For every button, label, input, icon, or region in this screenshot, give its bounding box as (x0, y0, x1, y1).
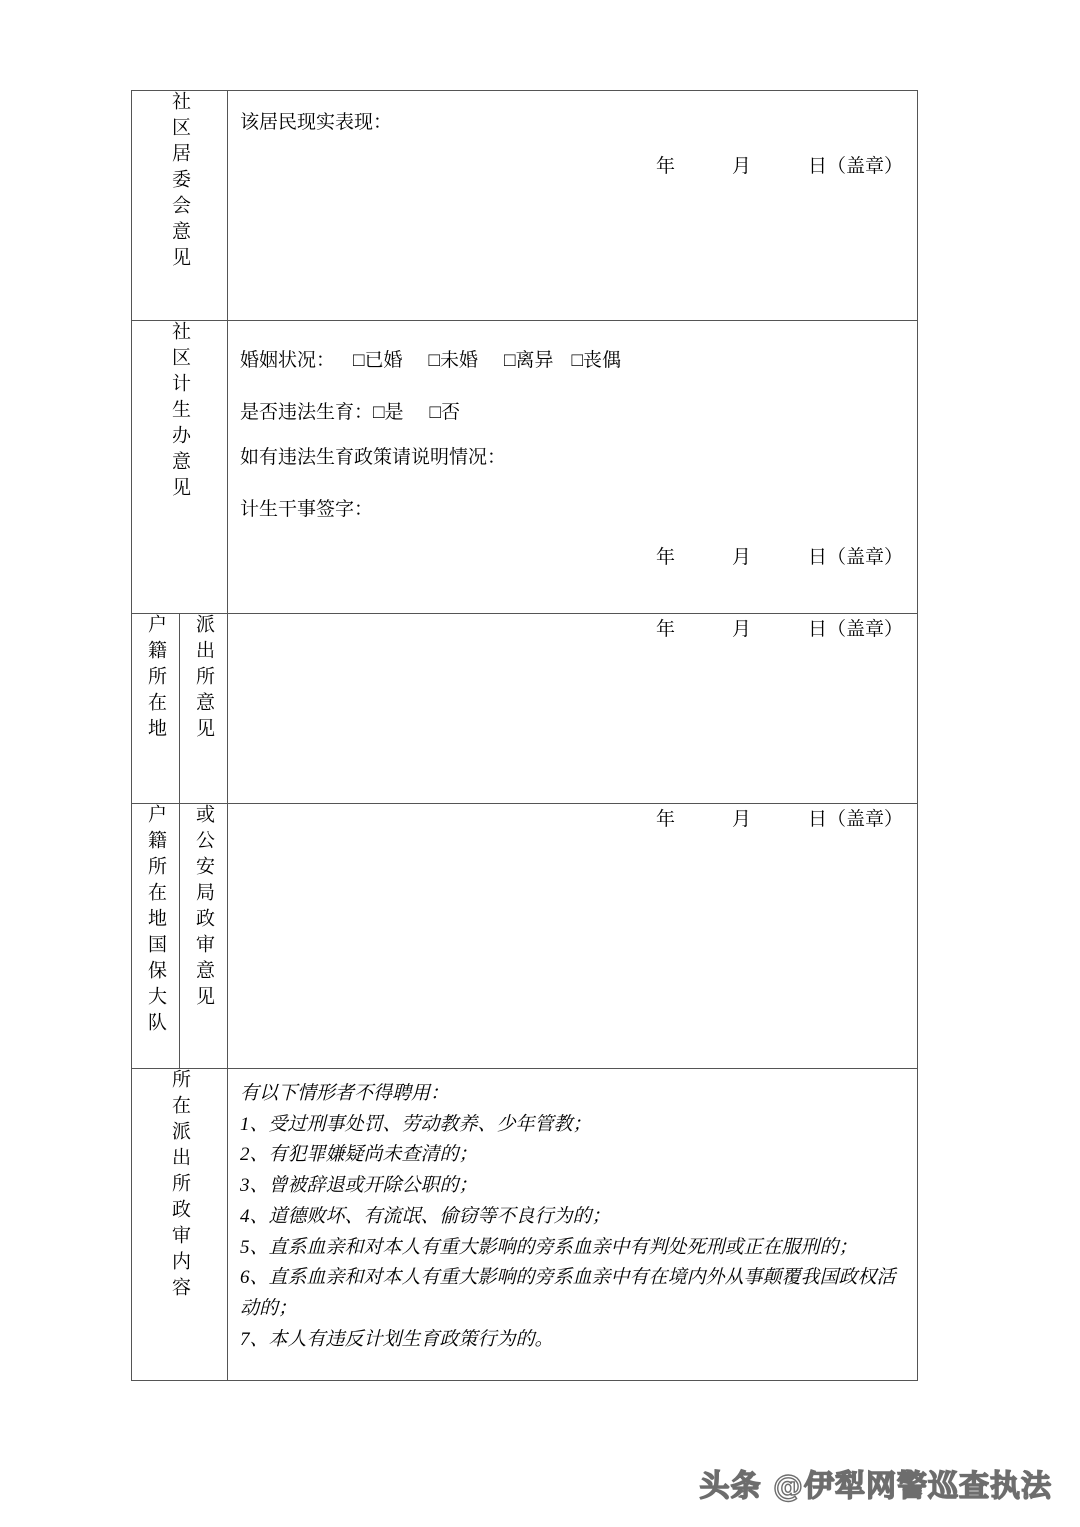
checkbox-icon[interactable]: □ (373, 401, 385, 423)
watermark: 头条 @伊犁网警巡查执法 (699, 1469, 1052, 1504)
marital-option-widowed[interactable] (572, 339, 622, 383)
marital-option-label: 未婚 (440, 350, 479, 371)
review-content-item: 7、本人有违反计划生育政策行为的。 (240, 1328, 554, 1350)
illegal-birth-option-yes[interactable] (373, 391, 404, 435)
illegal-birth-option-label: 是 (384, 401, 404, 423)
family-planning-signature-prompt[interactable]: 计生干事签字： (240, 499, 374, 521)
marital-option-married[interactable] (353, 339, 403, 383)
review-content-item: 6、直系血亲和对本人有重大影响的旁系血亲中有在境内外从事颠覆我国政权活动的； (240, 1267, 896, 1320)
vertical-label-text: 社区计生办意见 (169, 321, 190, 503)
marital-option-single[interactable] (429, 339, 479, 383)
row-label-security-bureau-opinion (180, 803, 228, 1068)
marital-option-divorced[interactable] (504, 339, 554, 383)
marital-option-label: 丧偶 (583, 350, 622, 371)
row-label-police-station-opinion (180, 613, 228, 803)
review-content-heading: 有以下情形者不得聘用： (240, 1082, 450, 1104)
illegal-birth-prompt: 是否违法生育： (240, 401, 374, 423)
date-line-community-committee: 年 月 日（盖章） (655, 156, 903, 178)
marital-option-label: 已婚 (364, 350, 403, 371)
date-line-family-planning: 年 月 日（盖章） (655, 546, 903, 568)
review-content-item: 2、有犯罪嫌疑尚未查清的； (240, 1144, 478, 1166)
review-content-item: 1、受过刑事处罚、劳动教养、少年管教； (240, 1113, 592, 1135)
review-content-item: 3、曾被辞退或开除公职的； (240, 1175, 478, 1197)
row-label-community-committee (132, 91, 228, 321)
table-row-security-brigade-opinion (132, 803, 918, 1068)
vertical-label-text: 社区居委会意见 (169, 91, 190, 273)
marital-status-prompt: 婚姻状况： (240, 350, 336, 371)
marital-status-line (240, 339, 905, 383)
illegal-birth-explain-prompt: 如有违法生育政策请说明情况： (240, 447, 507, 469)
marital-option-label: 离异 (515, 350, 554, 371)
date-line-police-station-opinion: 年 月 日（盖章） (655, 618, 903, 640)
review-content-item: 5、直系血亲和对本人有重大影响的旁系血亲中有判处死刑或正在服刑的； (240, 1236, 858, 1258)
checkbox-icon[interactable]: □ (571, 350, 583, 371)
vertical-label-text: 户籍所在地国保大队 (145, 803, 166, 1038)
row-content-community-committee[interactable] (228, 91, 918, 321)
community-committee-heading: 该居民现实表现： (240, 112, 393, 133)
illegal-birth-line (240, 391, 905, 435)
table-row-community-committee (132, 91, 918, 321)
checkbox-icon[interactable]: □ (429, 401, 441, 423)
checkbox-icon[interactable]: □ (504, 350, 516, 371)
row-content-review-content (228, 1068, 918, 1380)
row-label-household-location (132, 613, 180, 803)
checkbox-icon[interactable]: □ (428, 350, 440, 371)
date-line-security-brigade-opinion: 年 月 日（盖章） (655, 808, 903, 830)
vertical-label-text: 派出所意见 (193, 613, 214, 744)
row-label-review-content (132, 1068, 228, 1380)
table-row-family-planning (132, 321, 918, 614)
review-content-item: 4、道德败坏、有流氓、偷窃等不良行为的； (240, 1205, 611, 1227)
vertical-label-text: 或公安局政审意见 (193, 803, 214, 1012)
illegal-birth-option-label: 否 (441, 401, 461, 423)
table-row-police-station-opinion (132, 613, 918, 803)
political-review-form-table (131, 90, 918, 1381)
row-label-household-location-brigade (132, 803, 180, 1068)
vertical-label-text: 户籍所在地 (145, 613, 166, 744)
checkbox-icon[interactable]: □ (353, 350, 365, 371)
table-row-review-content (132, 1068, 918, 1380)
row-content-security-brigade-opinion[interactable] (228, 803, 918, 1068)
vertical-label-text: 所在派出所政审内容 (169, 1068, 190, 1303)
row-content-family-planning[interactable] (228, 321, 918, 614)
row-label-family-planning (132, 321, 228, 614)
row-content-police-station-opinion[interactable] (228, 613, 918, 803)
illegal-birth-option-no[interactable] (430, 391, 461, 435)
